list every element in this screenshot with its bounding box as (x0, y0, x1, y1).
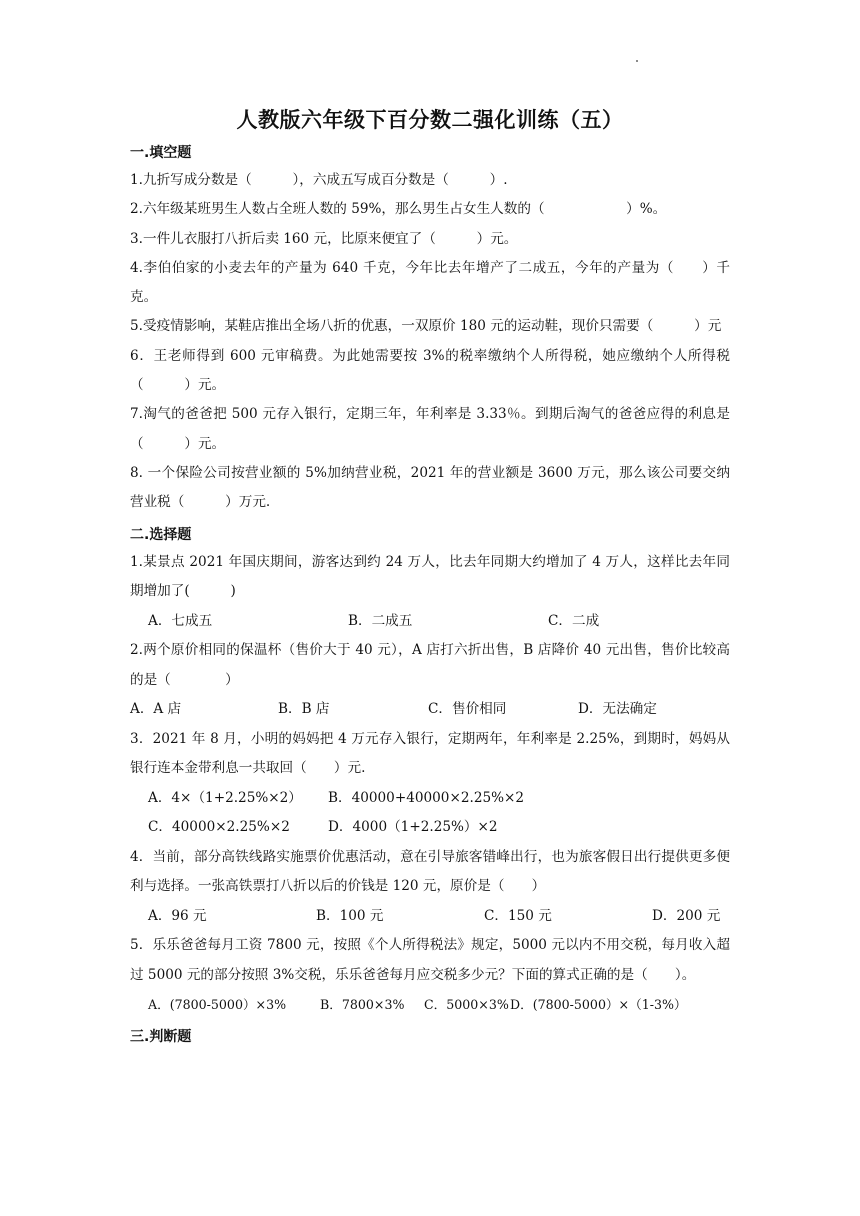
choice-5-option-c: C．5000×3% (424, 997, 509, 1013)
choice-2-option-d: D．无法确定 (578, 701, 657, 718)
choice-3-options-row1 (130, 784, 730, 814)
choice-4-option-a: A．96 元 (148, 907, 207, 924)
choice-5-option-a: A．(7800-5000）×3% (148, 997, 287, 1013)
choice-4-option-c: C．150 元 (484, 907, 552, 924)
corner-dot (636, 60, 638, 62)
choice-1-option-a: A．七成五 (148, 612, 213, 629)
fill-question-1: 1.九折写成分数是（ ），六成五写成百分数是（ ）. (130, 172, 508, 188)
choice-2-option-c: C．售价相同 (428, 701, 507, 718)
choice-2-option-a: A．A 店 (130, 701, 182, 718)
choice-3-option-a: A．4×（1+2.25%×2） (148, 789, 302, 806)
choice-1-option-b: B．二成五 (348, 612, 413, 629)
section-judge-heading: 三.判断题 (130, 1028, 192, 1045)
fill-question-6: 6．王老师得到 600 元审稿费。为此她需要按 3%的税率缴纳个人所得税，她应缴纳个人所得税（ ）元。 (130, 347, 730, 394)
choice-question-5: 5．乐乐爸爸每月工资 7800 元，按照《个人所得税法》规定，5000 元以内不用交税，每月收入超过 5000 元的部分按照 3%交税，乐乐爸爸每月应交税多少元？下面的算式正确的是（ ）。 (130, 937, 730, 983)
choice-4-option-d: D．200 元 (652, 907, 721, 924)
choice-question-4: 4．当前，部分高铁线路实施票价优惠活动，意在引导旅客错峰出行，也为旅客假日出行提供更多便利与选择。一张高铁票打八折以后的价钱是 120 元，原价是（ ） (130, 848, 730, 895)
choice-3-options-row2 (130, 813, 730, 843)
section-choice-heading: 二.选择题 (130, 526, 192, 543)
choice-question-2: 2.两个原价相同的保温杯（售价大于 40 元），A 店打六折出售，B 店降价 40 元出售，售价比较高的是（ ） (130, 642, 730, 688)
choice-4-option-b: B．100 元 (316, 907, 384, 924)
page-title: 人教版六年级下百分数二强化训练（五） (236, 108, 624, 132)
choice-5-option-d: D．(7800-5000）×（1-3%） (510, 997, 687, 1013)
fill-question-4: 4.李伯伯家的小麦去年的产量为 640 千克，今年比去年增产了二成五，今年的产量为（ ）千克。 (130, 259, 730, 306)
choice-3-option-d: D．4000（1+2.25%）×2 (328, 819, 498, 836)
choice-question-3: 3．2021 年 8 月，小明的妈妈把 4 万元存入银行，定期两年，年利率是 2.25%，到期时，妈妈从银行连本金带利息一共取回（ ）元. (130, 730, 730, 777)
fill-question-5: 5.受疫情影响，某鞋店推出全场八折的优惠，一双原价 180 元的运动鞋，现价只需要（ ）元 (130, 318, 722, 335)
fill-question-3: 3.一件儿衣服打八折后卖 160 元，比原来便宜了（ ）元。 (130, 230, 518, 247)
fill-question-7: 7.淘气的爸爸把 500 元存入银行，定期三年，年利率是 3.33％。到期后淘气的爸爸应得的利息是（ ）元。 (130, 406, 730, 452)
fill-question-8: 8. 一个保险公司按营业额的 5%加纳营业税，2021 年的营业额是 3600 万元，那么该公司要交纳营业税（ ）万元. (130, 464, 730, 511)
choice-1-options (130, 607, 730, 637)
choice-5-options (130, 990, 730, 1020)
choice-5-option-b: B．7800×3% (320, 997, 405, 1013)
fill-question-2: 2.六年级某班男生人数占全班人数的 59%，那么男生占女生人数的（ ）%。 (130, 201, 667, 218)
choice-2-options (130, 695, 730, 725)
choice-question-1: 1.某景点 2021 年国庆期间，游客达到约 24 万人，比去年同期大约增加了 4 万人，这样比去年同期增加了( ) (130, 553, 730, 600)
document-page (130, 100, 730, 1050)
section-fill-heading: 一.填空题 (130, 145, 192, 161)
choice-2-option-b: B．B 店 (278, 701, 330, 718)
choice-3-option-c: C．40000×2.25%×2 (148, 819, 290, 836)
choice-1-option-c: C．二成 (548, 612, 600, 629)
choice-3-option-b: B．40000+40000×2.25%×2 (328, 789, 525, 806)
choice-4-options (130, 902, 730, 932)
